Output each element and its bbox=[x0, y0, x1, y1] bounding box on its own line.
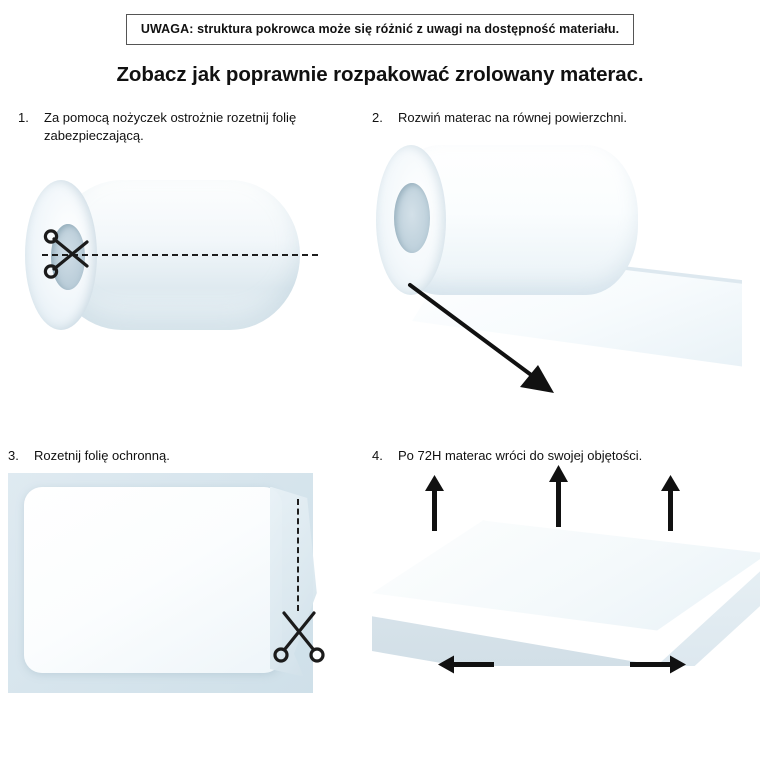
step-1-text: Za pomocą nożyczek ostrożnie rozetnij folię zabezpieczającą. bbox=[44, 110, 297, 143]
step-4 bbox=[372, 447, 752, 715]
step-1 bbox=[18, 109, 348, 354]
step-2-number: 2. bbox=[372, 110, 383, 125]
roll-core-hole bbox=[394, 183, 430, 253]
rolled-mattress-illustration bbox=[18, 144, 338, 354]
step-3-text: Rozetnij folię ochronną. bbox=[34, 448, 170, 463]
step-2 bbox=[372, 109, 742, 417]
step-3-number: 3. bbox=[8, 448, 19, 463]
flat-mattress-in-foil-illustration bbox=[8, 465, 338, 715]
dashed-cut-line bbox=[297, 499, 299, 611]
expanded-mattress-illustration bbox=[372, 465, 760, 715]
step-3-header bbox=[8, 447, 338, 465]
expansion-arrow-right-icon bbox=[630, 655, 686, 680]
step-1-number: 1. bbox=[18, 110, 29, 125]
expansion-arrow-left-icon bbox=[438, 655, 494, 680]
step-4-number: 4. bbox=[372, 448, 383, 463]
mattress-top-face bbox=[372, 521, 760, 631]
page-title: Zobacz jak poprawnie rozpakować zrolowany materac. bbox=[116, 63, 644, 86]
scissors-icon bbox=[42, 226, 98, 287]
expansion-arrow-up-left-icon bbox=[424, 475, 446, 536]
unrolling-mattress-illustration bbox=[372, 127, 752, 417]
direction-arrow-icon bbox=[402, 277, 592, 412]
step-4-header bbox=[372, 447, 752, 465]
step-2-text: Rozwiń materac na równej powierzchni. bbox=[398, 110, 628, 125]
step-3 bbox=[8, 447, 338, 715]
scissors-icon bbox=[270, 605, 330, 672]
expansion-arrow-up-center-icon bbox=[548, 465, 570, 532]
expansion-arrow-up-right-icon bbox=[660, 475, 682, 536]
notice-banner: UWAGA: struktura pokrowca może się różnić z uwagi na dostępność materiału. bbox=[126, 14, 634, 45]
step-2-header bbox=[372, 109, 742, 127]
step-4-text: Po 72H materac wróci do swojej objętości. bbox=[398, 448, 643, 463]
flat-mattress bbox=[24, 487, 282, 673]
notice-banner-wrapper bbox=[0, 0, 760, 45]
step-1-header bbox=[18, 109, 348, 144]
